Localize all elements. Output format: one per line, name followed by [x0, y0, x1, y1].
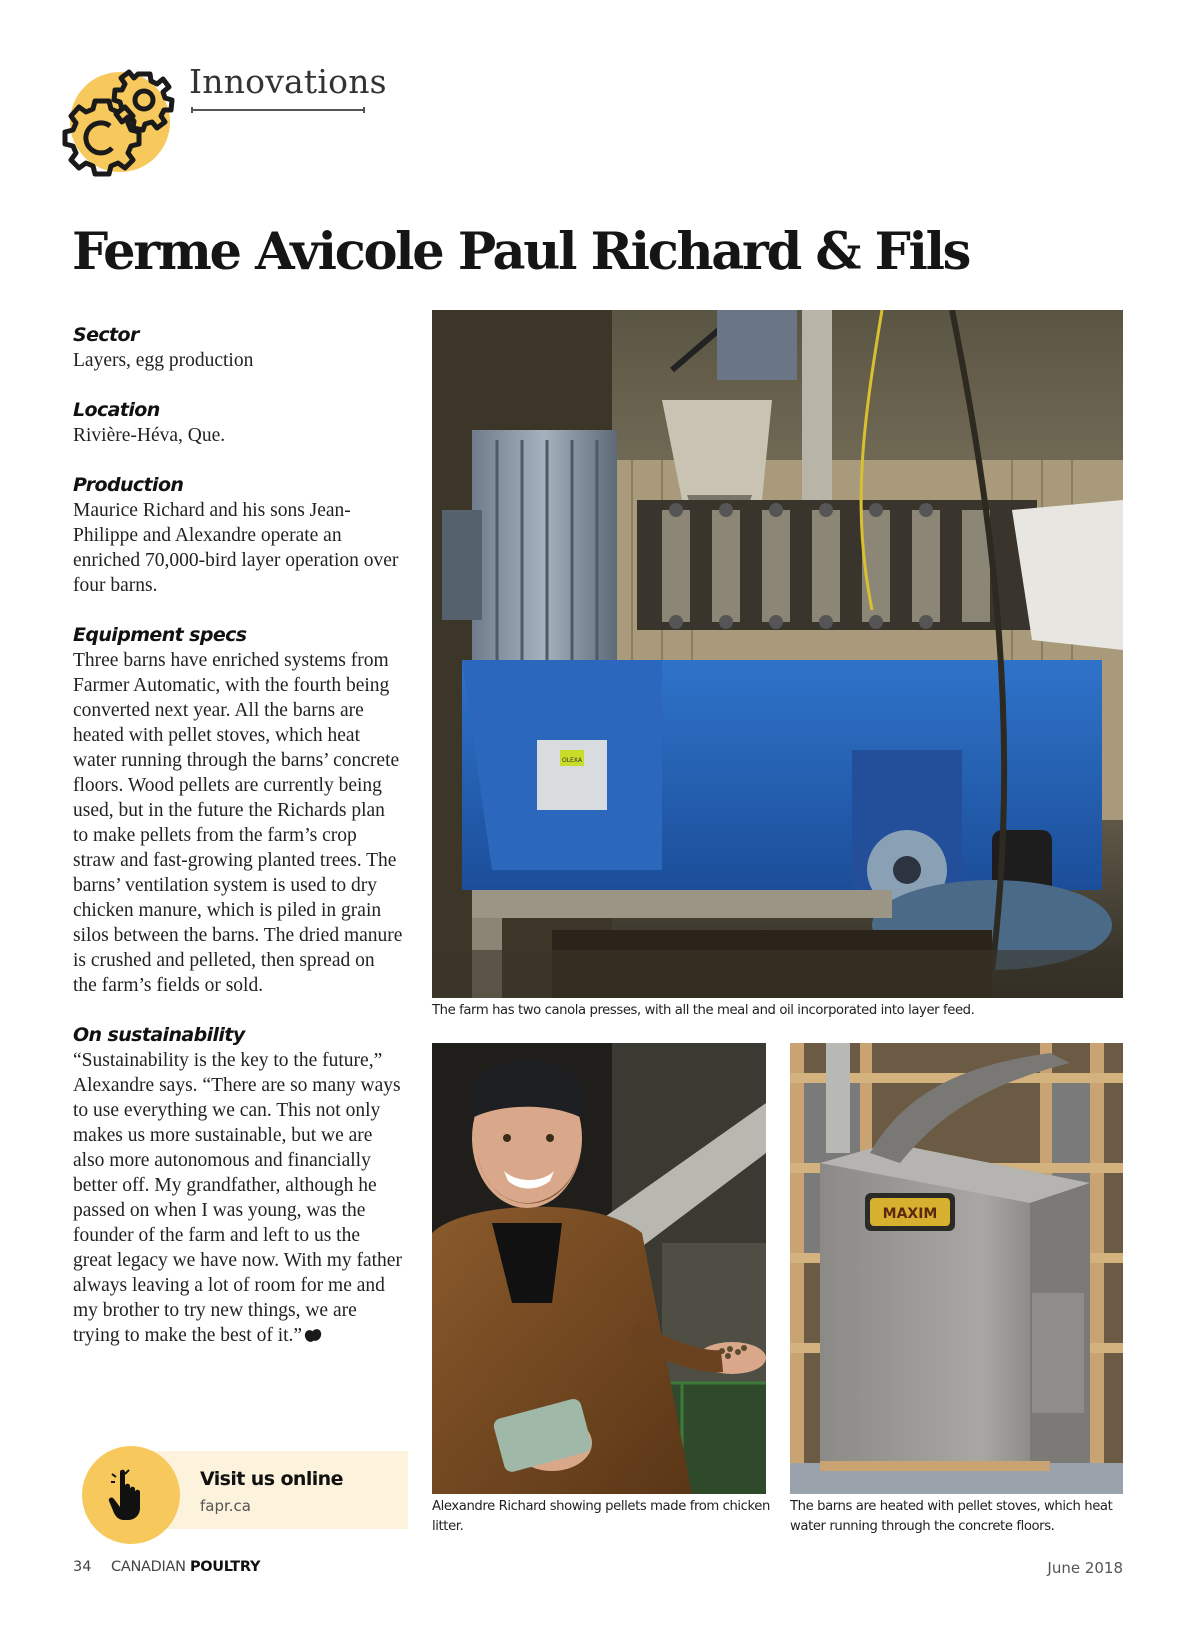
page-title: Ferme Avicole Paul Richard & Fils — [72, 222, 970, 282]
alexandre-richard-caption: Alexandre Richard showing pellets made from chicken litter. — [432, 1499, 770, 1534]
page-number: 34 — [73, 1559, 92, 1575]
pointing-hand-icon — [82, 1446, 180, 1544]
stove-brand-text: MAXIM — [882, 1206, 938, 1222]
pellet-stove-photo — [790, 1043, 1123, 1494]
equipment-block — [73, 622, 403, 998]
gears-icon — [62, 62, 182, 180]
sector-heading: Sector — [73, 324, 139, 346]
section-divider — [191, 109, 365, 111]
sustainability-text — [73, 1048, 403, 1348]
section-label: Innovations — [189, 62, 387, 101]
canola-press-caption: The farm has two canola presses, with all the meal and oil incorporated into layer feed. — [432, 1003, 975, 1018]
visit-online-title: Visit us online — [200, 1468, 343, 1490]
magazine-prefix: CANADIAN — [111, 1559, 186, 1575]
production-text: Maurice Richard and his sons Jean-Philippe and Alexandre operate an enriched 70,000-bird layer operation over four barns. — [73, 500, 399, 596]
equipment-heading: Equipment specs — [73, 624, 247, 646]
equipment-text: Three barns have enriched systems from Farmer Automatic, with the fourth being converted next year. All the barns are heated with pellet stoves, which heat water running through the barns’ concrete floors. Wood pellets are currently being used, but in the future the Richards plan to make pellets from the farm’s crop straw and fast-growing planted trees. The barns’ ventilation system is used to dry chicken manure, which is piled in grain silos between the barns. The dried manure is crushed and pelleted, then spread on the farm’s fields or sold. — [73, 650, 403, 996]
location-heading: Location — [73, 399, 160, 421]
sustainability-quote: “Sustainability is the key to the future,” Alexandre says. “There are so many ways to use everything we can. This not only makes us more sustainable, but we are also more autonomous and financially better off. My grandfather, although he passed on when I was young, was the founder of the farm and left to us the great legacy we have now. With my father always leaving a lot of room for me and my brother to try new things, we are trying to make the best of it.” — [73, 1050, 402, 1346]
issue-date: June 2018 — [1047, 1559, 1123, 1577]
alexandre-richard-photo — [432, 1043, 766, 1494]
canola-press-photo — [432, 310, 1123, 998]
farm-profile — [73, 322, 403, 1372]
magazine-title: POULTRY — [189, 1559, 261, 1575]
visit-online-card[interactable] — [140, 1451, 408, 1529]
location-text: Rivière-Héva, Que. — [73, 425, 226, 446]
pellet-stove-caption: The barns are heated with pellet stoves, which heat water running through the concrete floors. — [790, 1499, 1113, 1534]
production-block — [73, 472, 403, 598]
sector-block — [73, 322, 403, 373]
website-link[interactable]: fapr.ca — [200, 1497, 251, 1515]
location-block — [73, 397, 403, 448]
sector-text: Layers, egg production — [73, 350, 254, 371]
production-heading: Production — [73, 474, 184, 496]
press-label-text: OLEXA — [561, 757, 583, 764]
end-mark-icon — [304, 1325, 322, 1341]
magazine-name — [111, 1559, 260, 1575]
sustainability-heading: On sustainability — [73, 1024, 245, 1046]
sustainability-block — [73, 1022, 403, 1348]
